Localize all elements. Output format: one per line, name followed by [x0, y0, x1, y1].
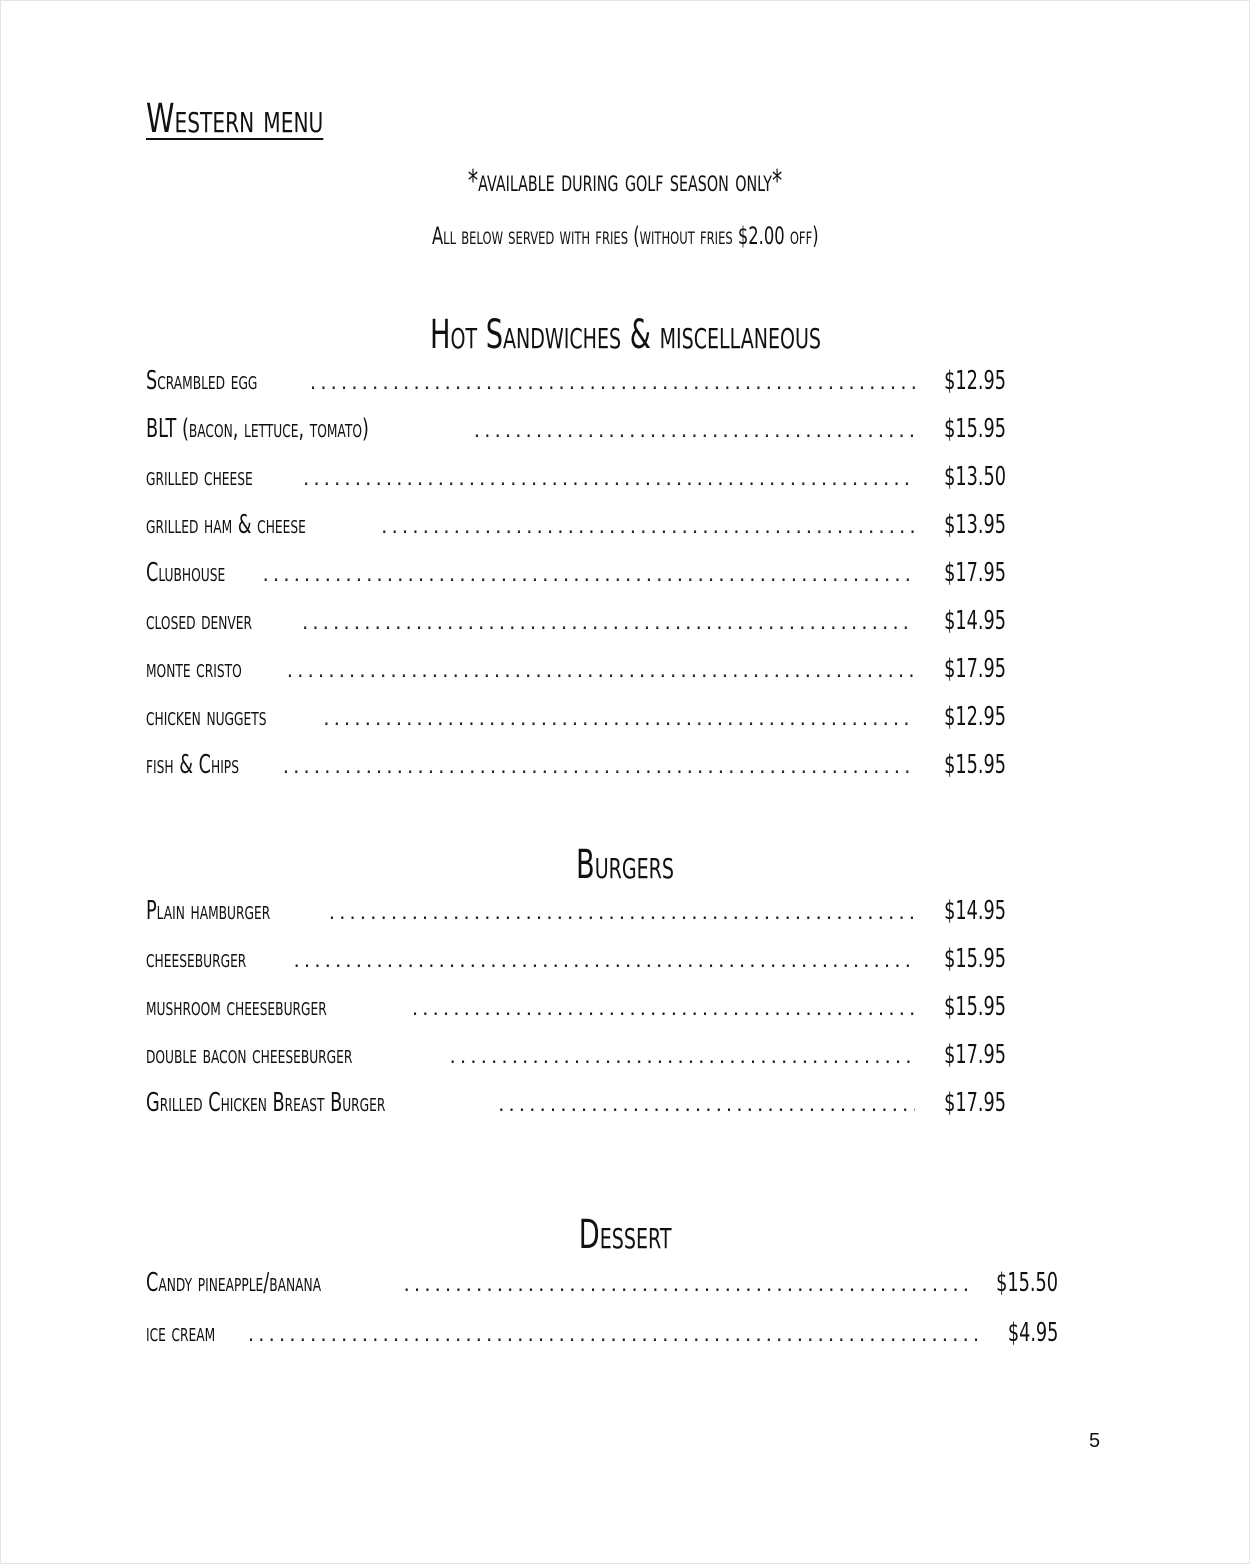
item-price: $15.95 — [944, 992, 1006, 1022]
item-name: Scrambled egg — [146, 366, 258, 396]
item-name: mushroom cheeseburger — [146, 992, 327, 1022]
item-price: $17.95 — [944, 558, 1006, 588]
item-price: $15.50 — [996, 1268, 1058, 1298]
dot-leader — [498, 1094, 915, 1114]
item-price: $15.95 — [944, 414, 1006, 444]
menu-item — [146, 656, 1006, 704]
item-name: double bacon cheeseburger — [146, 1040, 353, 1070]
availability-note — [0, 164, 1250, 199]
menu-item — [146, 704, 1006, 752]
dot-leader — [287, 660, 915, 680]
item-price: $12.95 — [944, 702, 1006, 732]
dot-leader — [474, 420, 915, 440]
dot-leader — [310, 372, 915, 392]
item-name: closed denver — [146, 606, 253, 636]
dot-leader — [294, 950, 916, 970]
page-number: 5 — [1089, 1430, 1101, 1452]
dessert-list — [146, 1270, 1058, 1370]
item-price: $17.95 — [944, 1040, 1006, 1070]
dot-leader — [302, 612, 915, 632]
item-name: Clubhouse — [146, 558, 226, 588]
dot-leader — [412, 998, 915, 1018]
item-name: Grilled Chicken Breast Burger — [146, 1088, 386, 1118]
dot-leader — [450, 1046, 915, 1066]
item-name: Candy pineapple/banana — [146, 1268, 322, 1298]
fries-note-text: All below served with fries (without fries $2.00 off) — [431, 222, 819, 250]
item-price: $14.95 — [944, 606, 1006, 636]
menu-item — [146, 416, 1006, 464]
item-price: $17.95 — [944, 1088, 1006, 1118]
section-title-text: Burgers — [576, 842, 674, 888]
dot-leader — [248, 1324, 984, 1344]
item-price: $15.95 — [944, 944, 1006, 974]
item-price: $15.95 — [944, 750, 1006, 780]
dot-leader — [283, 756, 915, 776]
item-name: monte cristo — [146, 654, 242, 684]
menu-item — [146, 994, 1006, 1042]
dot-leader — [303, 468, 915, 488]
menu-item — [146, 608, 1006, 656]
burgers-list — [146, 898, 1006, 1138]
menu-item — [146, 946, 1006, 994]
item-name: grilled cheese — [146, 462, 253, 492]
fries-note — [0, 222, 1250, 250]
item-name: ice cream — [146, 1318, 216, 1348]
availability-note-text: *available during golf season only* — [467, 164, 783, 199]
section-title-dessert — [0, 1212, 1250, 1258]
menu-item — [146, 512, 1006, 560]
menu-item — [146, 1090, 1006, 1138]
section-title-text: Hot Sandwiches & miscellaneous — [429, 312, 821, 358]
item-name: cheeseburger — [146, 944, 247, 974]
menu-item — [146, 752, 1006, 800]
menu-item — [146, 1270, 1058, 1320]
dot-leader — [381, 516, 915, 536]
item-name: Plain hamburger — [146, 896, 271, 926]
dot-leader — [263, 564, 916, 584]
item-price: $13.50 — [944, 462, 1006, 492]
section-title-burgers — [0, 842, 1250, 888]
item-price: $13.95 — [944, 510, 1006, 540]
item-name: chicken nuggets — [146, 702, 267, 732]
section-title-text: Dessert — [578, 1212, 672, 1258]
hot-sandwiches-list — [146, 368, 1006, 800]
menu-item — [146, 1320, 1058, 1370]
menu-title: Western menu — [146, 96, 324, 142]
item-price: $12.95 — [944, 366, 1006, 396]
menu-item — [146, 368, 1006, 416]
item-name: grilled ham & cheese — [146, 510, 306, 540]
menu-item — [146, 898, 1006, 946]
dot-leader — [329, 902, 915, 922]
item-price: $17.95 — [944, 654, 1006, 684]
item-name: fish & Chips — [146, 750, 239, 780]
item-price: $4.95 — [1007, 1318, 1058, 1348]
dot-leader — [403, 1274, 967, 1294]
menu-item — [146, 560, 1006, 608]
section-title-hot-sandwiches — [0, 312, 1250, 358]
menu-item — [146, 464, 1006, 512]
item-price: $14.95 — [944, 896, 1006, 926]
dot-leader — [323, 708, 915, 728]
menu-item — [146, 1042, 1006, 1090]
item-name: BLT (bacon, lettuce, tomato) — [146, 414, 369, 444]
